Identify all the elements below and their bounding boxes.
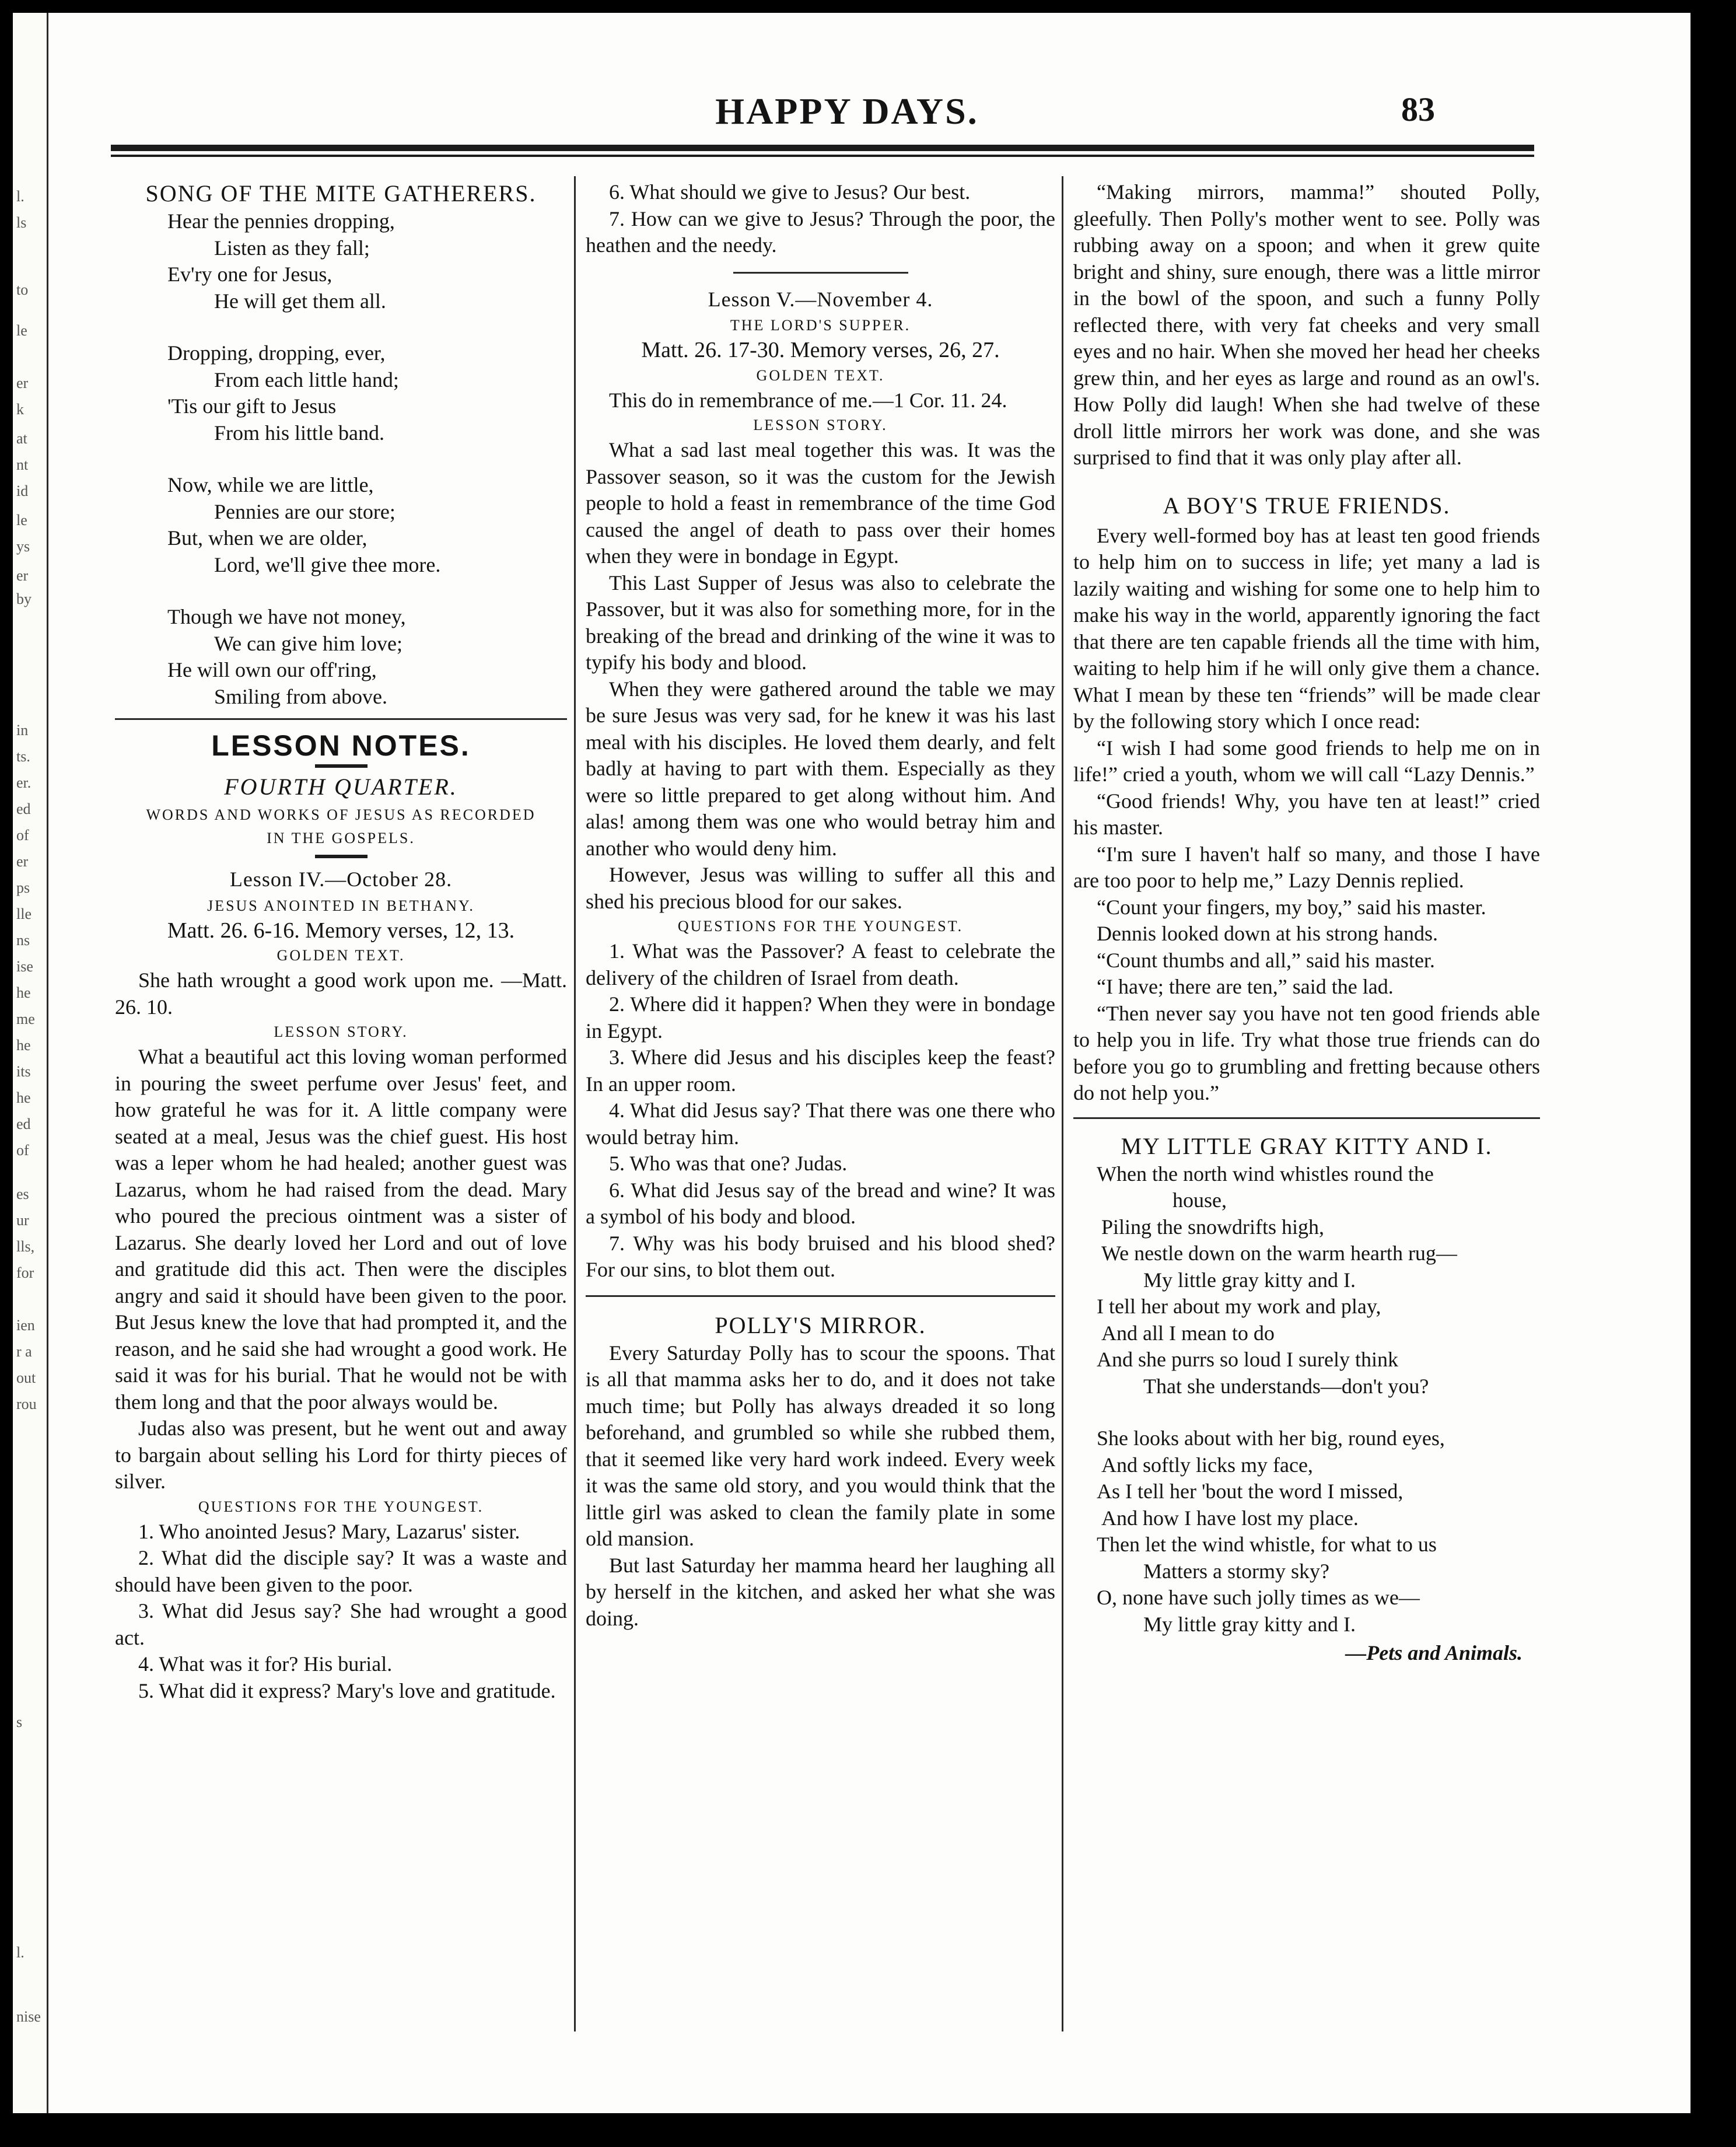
verse-line: She looks about with her big, round eyes, [1097,1426,1445,1450]
lesson5-topic: THE LORD'S SUPPER. [730,317,911,334]
lesson5-question-5: 5. Who was that one? Judas. [609,1152,848,1175]
verse-line: And all I mean to do [1101,1321,1275,1345]
verse-line: Matters a stormy sky? [1143,1559,1329,1583]
verse-line: And how I have lost my place. [1101,1506,1359,1530]
lesson4-question-1: 1. Who anointed Jesus? Mary, Lazarus' sister. [138,1519,520,1543]
verse-line: Dropping, dropping, ever, [167,341,386,365]
song-verses [115,208,567,710]
facing-page-fragment: s [16,1714,23,1730]
lesson5-heading: Lesson V.—November 4. [708,287,933,311]
verse-line: We nestle down on the warm hearth rug— [1101,1242,1457,1265]
lesson4-question-6: 6. What should we give to Jesus? Our best. [609,180,971,204]
lesson5-questions-label: QUESTIONS FOR THE YOUNGEST. [677,918,964,935]
facing-page-fragment: le [16,322,27,339]
polly-p2: But last Saturday her mamma heard her laughing all by herself in the kitchen, and asked her what she was doing. [586,1553,1055,1630]
facing-page-fragment: er. [16,774,32,791]
verse-line: Then let the wind whistle, for what to us [1097,1533,1437,1556]
lesson4-topic: JESUS ANOINTED IN BETHANY. [207,897,475,914]
song-stanza [115,604,567,710]
lesson5-story-p3: When they were gathered around the table we may be sure Jesus was very sad, for he knew it was his last meal with his disciples. He loved them dearly, and felt badly at having to part with them. Especially as they were so little prepared to get along without him. And alas! among them was one who would betray him and another who would deny him. [586,677,1055,860]
boys-p9: “Then never say you have not ten good friends able to help you in life. Try what those true friends can do before you go to grumbling and fretting because others do not help you.” [1073,1001,1540,1104]
boys-title: A BOY'S TRUE FRIENDS. [1163,492,1451,519]
facing-page-fragment: l. [16,1944,24,1961]
lesson4-reference: Matt. 26. 6-16. Memory verses, 12, 13. [167,918,515,943]
header-rule-thin [111,155,1534,157]
column-1 [115,179,567,1704]
section-rule [115,718,567,720]
facing-page-fragment: nt [16,456,29,473]
lesson4-heading: Lesson IV.—October 28. [229,868,453,891]
boys-p7: “Count thumbs and all,” said his master. [1097,948,1435,972]
facing-page-fragment: at [16,430,27,447]
facing-page-fragment: of [16,1142,29,1159]
lesson4-question-2: 2. What did the disciple say? It was a waste and should have been given to the poor. [115,1546,567,1596]
lesson5-question-2: 2. Where did it happen? When they were in bondage in Egypt. [586,992,1055,1043]
lesson-notes-title: LESSON NOTES. [211,729,471,762]
facing-page-fragment: k [16,401,24,418]
verse-line: Piling the snowdrifts high, [1101,1215,1325,1239]
song-stanza [115,472,567,578]
facing-page-fragment: lls, [16,1238,35,1255]
kitty-title: MY LITTLE GRAY KITTY AND I. [1121,1132,1493,1159]
verse-line: But, when we are older, [167,526,368,550]
facing-page-fragment: its [16,1063,31,1080]
facing-page-fragment: by [16,590,32,607]
facing-page-fragment: lle [16,905,32,922]
lesson4-golden-label: GOLDEN TEXT. [276,947,405,964]
verse-line: house, [1172,1188,1227,1212]
facing-page-fragment: he [16,1037,31,1054]
verse-line: I tell her about my work and play, [1097,1295,1381,1318]
lesson5-question-4: 4. What did Jesus say? That there was one there who would betray him. [586,1099,1055,1149]
facing-page-fragment: nise [16,2008,41,2025]
lesson5-story-p2: This Last Supper of Jesus was also to celebrate the Passover, but it was also for something more, for in the breaking of the bread and drinking of the wine it was to typify his body and blood. [586,571,1055,674]
facing-page-fragment: he [16,984,31,1001]
lesson5-question-6: 6. What did Jesus say of the bread and wine? It was a symbol of his body and blood. [586,1178,1055,1228]
facing-page-fragment: ps [16,879,30,896]
facing-page-fragment: id [16,482,29,499]
verse-line: Pennies are our store; [214,499,396,523]
column-2 [586,179,1055,1632]
facing-page-fragment: er [16,375,29,391]
boys-p6: Dennis looked down at his strong hands. [1097,922,1438,945]
section-rule [586,1295,1055,1297]
lesson4-question-4: 4. What was it for? His burial. [138,1652,393,1676]
column-3 [1073,179,1540,1667]
facing-page-fragment: in [16,722,29,739]
lesson5-golden-text: This do in remembrance of me.—1 Cor. 11. 24. [609,388,1007,412]
kitty-stanza-2 [1073,1425,1540,1638]
boys-p4: “I'm sure I haven't half so many, and those I have are too poor to help me,” Lazy Dennis replied. [1073,842,1540,892]
verse-line: He will get them all. [214,289,386,313]
page-header-title: HAPPY DAYS. [715,90,979,132]
boys-p5: “Count your fingers, my boy,” said his master. [1097,895,1486,919]
lesson5-question-7: 7. Why was his body bruised and his blood shed? For our sins, to blot them out. [586,1231,1055,1281]
facing-page-fragment: to [16,281,29,298]
facing-page-fragment: ts. [16,748,30,765]
verse-line: Hear the pennies dropping, [167,209,395,233]
verse-line: And softly licks my face, [1101,1453,1313,1477]
lesson4-story-p1: What a beautiful act this loving woman performed in pouring the sweet perfume over Jesus' feet, and how grateful he was for it. A little company were seated at a meal, Jesus was the chief guest. His host was a leper whom he had healed; another guest was Lazarus, whom he had raised from the dead. Mary who poured the precious ointment was a sister of Lazarus. She dearly loved her Lord and out of love and gratitude did this act. Then were the disciples angry and said it should have been given to the poor. But Jesus knew the love that had prompted it, and the reason, and he said she had wrought a good work. He said it was for his burial. That he would not be with them long and that the poor always would be. [115,1045,567,1414]
lesson5-story-label: LESSON STORY. [753,417,888,433]
verse-line: Listen as they fall; [214,236,370,260]
kitty-stanza-1 [1073,1161,1540,1400]
polly-p1: Every Saturday Polly has to scour the spoons. That is all that mamma asks her to do, and it does not take much time; but Polly has always dreaded it so long beforehand, and grumbled so while she rubbed them, that it seemed like very hard work indeed. Every week it was the same old story, and you would think that the little girl was asked to clean the family plate in some old mansion. [586,1341,1055,1550]
facing-page-fragment: he [16,1089,31,1106]
verse-line: 'Tis our gift to Jesus [167,394,337,418]
verse-line: Ev'ry one for Jesus, [167,263,332,286]
facing-page-fragment: er [16,853,29,870]
lesson5-reference: Matt. 26. 17-30. Memory verses, 26, 27. [641,338,1000,362]
lesson5-question-1: 1. What was the Passover? A feast to celebrate the delivery of the children of Israel from death. [586,939,1055,989]
verse-line: My little gray kitty and I. [1143,1268,1356,1292]
verse-line: That she understands—don't you? [1143,1374,1429,1398]
short-rule [315,764,368,768]
newspaper-page [13,13,1690,2113]
section-rule [1073,1117,1540,1119]
quarter-title: FOURTH QUARTER. [224,773,458,800]
song-stanza [115,208,567,314]
facing-page-fragment: ise [16,958,33,975]
lesson4-question-7: 7. How can we give to Jesus? Through the poor, the heathen and the needy. [586,207,1055,257]
verse-line: My little gray kitty and I. [1143,1612,1356,1636]
section-rule [733,272,908,274]
facing-page-fragment: ls [16,214,27,231]
facing-page-fragment: of [16,827,29,844]
song-title: SONG OF THE MITE GATHERERS. [145,180,537,207]
verse-line: From each little hand; [214,368,399,391]
facing-page-fragment: le [16,512,27,529]
verse-line: Now, while we are little, [167,473,374,496]
short-rule [315,855,368,858]
verse-line: From his little band. [214,421,384,445]
column-divider-2 [1062,176,1063,2031]
facing-page-fragment: r a [16,1343,32,1360]
verse-line: We can give him love; [214,631,402,655]
facing-page-fragment: out [16,1369,36,1386]
boys-p3: “Good friends! Why, you have ten at least!” cried his master. [1073,789,1540,839]
verse-line: As I tell her 'bout the word I missed, [1097,1480,1404,1503]
lesson5-story-p1: What a sad last meal together this was. It was the Passover season, so it was the custom for the Jewish people to hold a feast in remembrance of the time God caused the angel of death to pass over their homes when they were in bondage in Egypt. [586,438,1055,568]
lesson5-story-p4: However, Jesus was willing to suffer all this and shed his precious blood for our sakes. [586,863,1055,913]
lesson4-story-p2: Judas also was present, but he went out and away to bargain about selling his Lord for thirty pieces of silver. [115,1417,567,1493]
verse-line: Lord, we'll give thee more. [214,553,441,576]
verse-line: And she purrs so loud I surely think [1097,1348,1398,1371]
facing-page-fragment: es [16,1186,29,1202]
lesson4-story-label: LESSON STORY. [274,1023,408,1040]
lesson5-question-3: 3. Where did Jesus and his disciples keep the feast? In an upper room. [586,1045,1055,1096]
facing-page-fragment: ed [16,800,31,817]
facing-page-fragment: me [16,1010,35,1027]
boys-p2: “I wish I had some good friends to help me on in life!” cried a youth, whom we will call “Lazy Dennis.” [1073,736,1540,786]
kitty-attribution: —Pets and Animals. [1345,1641,1522,1665]
header-rule-thick [111,145,1534,151]
polly-title: POLLY'S MIRROR. [715,1312,926,1338]
boys-p8: “I have; there are ten,” said the lad. [1097,975,1394,998]
page-number: 83 [1401,90,1435,128]
lesson4-questions-label: QUESTIONS FOR THE YOUNGEST. [198,1498,484,1515]
verse-line: Though we have not money, [167,605,406,628]
series-subtitle-2: IN THE GOSPELS. [267,830,415,847]
verse-line: Smiling from above. [214,684,387,708]
facing-page-fragment: ur [16,1212,29,1229]
boys-p1: Every well-formed boy has at least ten good friends to help him on to success in life; yet many a lad is lazily waiting and wishing for some one to help him to make his way in the world, apparently ignoring the fact that there are ten capable friends all the time with him, waiting to help him if he will only give them a chance. What I mean by these ten “friends” will be made clear by the following story which I once read: [1073,523,1540,733]
song-stanza [115,340,567,446]
facing-page-fragment: ys [16,538,30,555]
verse-line: O, none have such jolly times as we— [1097,1586,1420,1609]
lesson4-question-5: 5. What did it express? Mary's love and gratitude. [138,1679,556,1702]
facing-page-fragment: rou [16,1396,37,1412]
facing-page-fragment: ien [16,1317,35,1334]
column-divider-1 [574,176,576,2031]
facing-page-fragment: ns [16,932,30,949]
polly-continued: “Making mirrors, mamma!” shouted Polly, gleefully. Then Polly's mother went to see. Polly was rubbing away on a spoon; and when it grew quite bright and shiny, sure enough, there was a little mirror in the bowl of the spoon, and such a funny Polly reflected there, with very fat cheeks and very small eyes and no hair. When she moved her head her cheeks grew thin, and her eyes as large and round as an owl's. How Polly did laugh! When she had twelve of these droll little mirrors her work was done, and she was surprised to find that it was only play after all. [1073,180,1540,469]
verse-line: When the north wind whistles round the [1097,1162,1434,1186]
facing-page-fragment: for [16,1264,34,1281]
facing-page-edge [13,13,48,2113]
lesson4-golden-text: She hath wrought a good work upon me. —Matt. 26. 10. [115,968,567,1019]
verse-line: He will own our off'ring, [167,658,377,681]
lesson4-question-3: 3. What did Jesus say? She had wrought a good act. [115,1599,567,1649]
facing-page-fragment: l. [16,188,24,205]
facing-page-fragment: er [16,567,29,584]
facing-page-fragment: ed [16,1116,31,1132]
series-subtitle-1: WORDS AND WORKS OF JESUS AS RECORDED [146,806,536,823]
lesson5-golden-label: GOLDEN TEXT. [756,366,885,384]
